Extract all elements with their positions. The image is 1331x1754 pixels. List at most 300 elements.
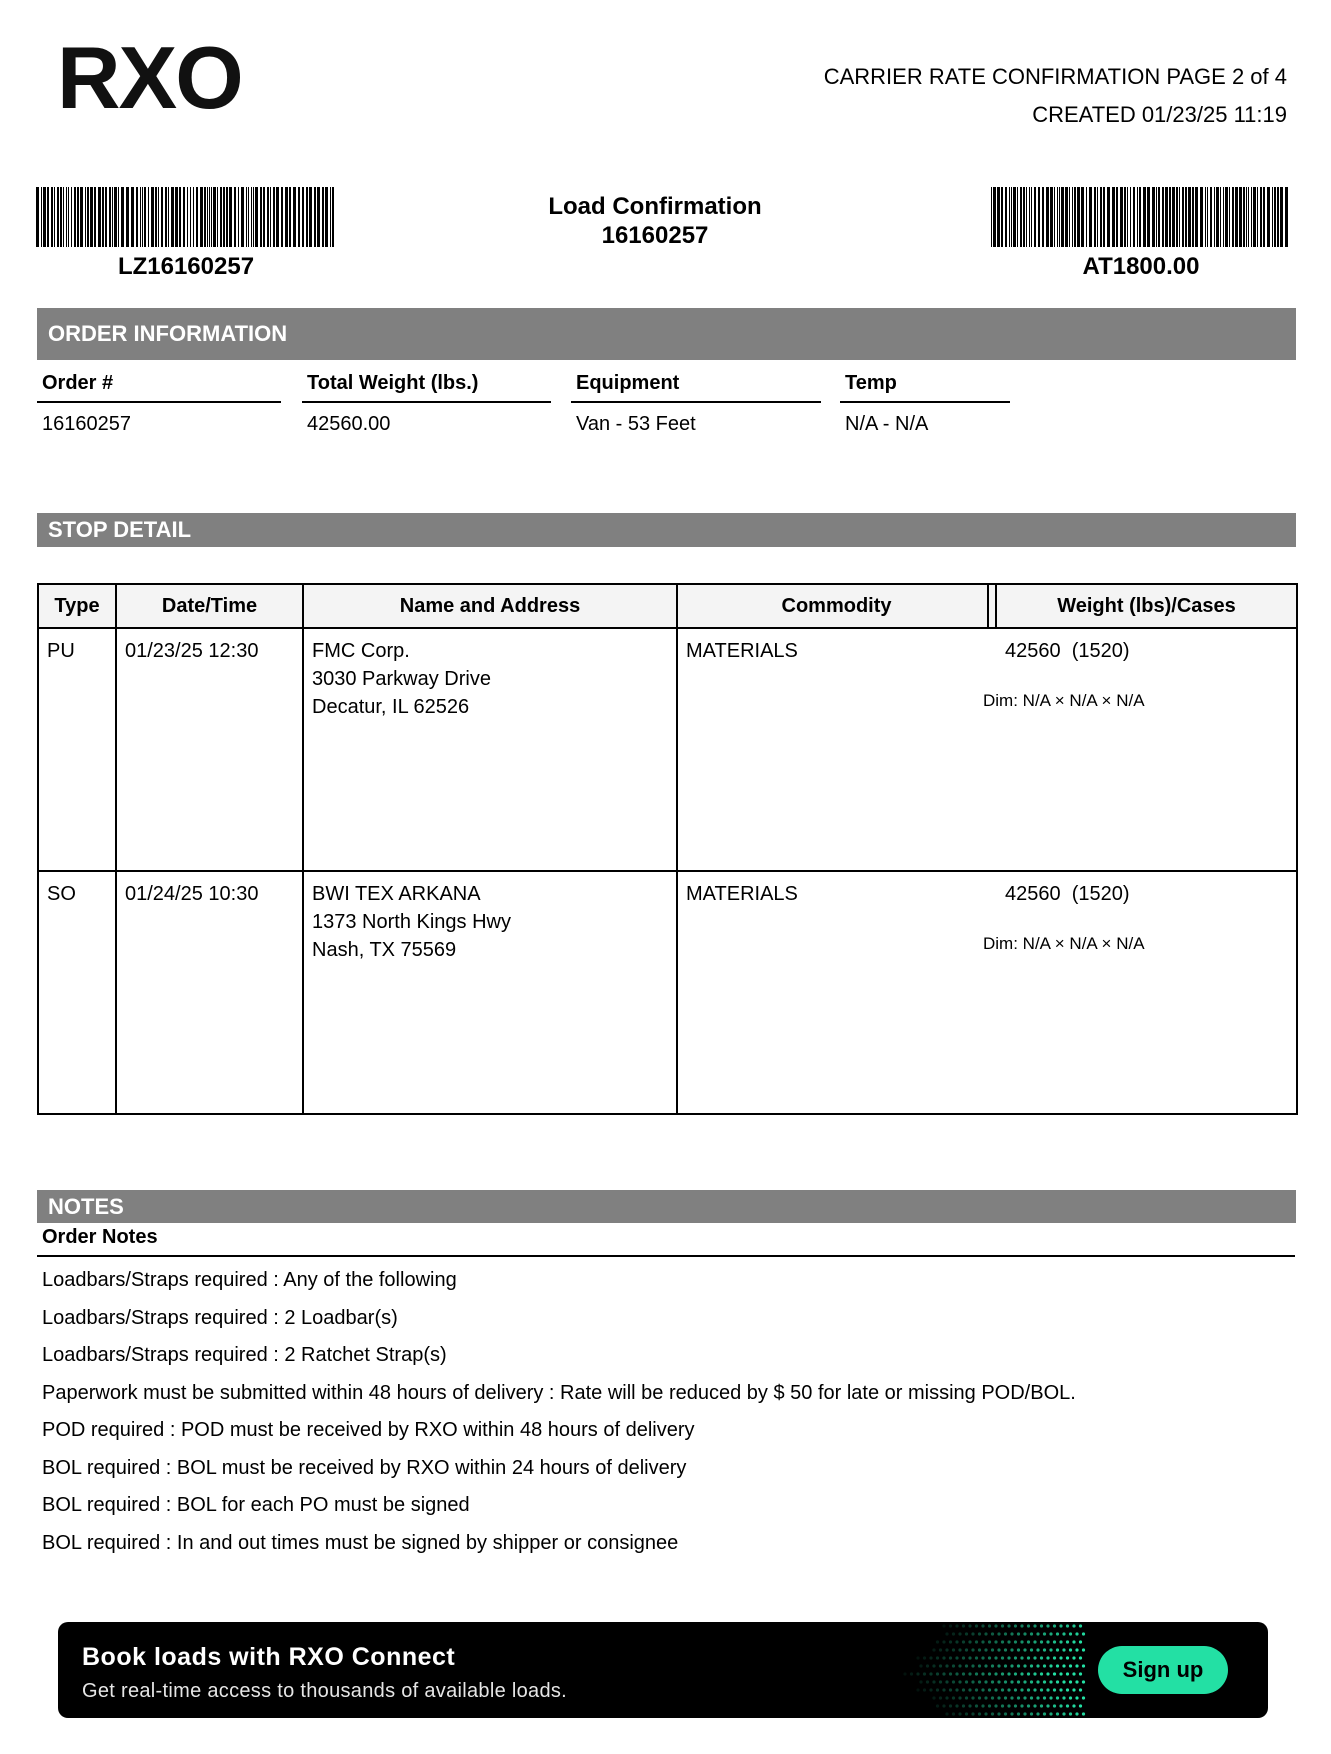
pattern-dot [1075, 1648, 1078, 1651]
pattern-dot [942, 1640, 945, 1643]
pattern-dot [936, 1640, 939, 1643]
list-item: Loadbars/Straps required : Any of the following [42, 1269, 457, 1291]
pattern-dot [1053, 1640, 1056, 1643]
pattern-dot [971, 1712, 974, 1715]
pattern-dot [971, 1632, 974, 1635]
pattern-dot [945, 1632, 948, 1635]
barcode-bar [1257, 187, 1258, 247]
pattern-dot [984, 1712, 987, 1715]
pattern-dot [1072, 1624, 1075, 1627]
section-stop-detail: STOP DETAIL [37, 513, 1296, 547]
pattern-dot [1007, 1688, 1010, 1691]
barcode-bar [1225, 187, 1228, 247]
barcode-bar [1143, 187, 1146, 247]
pattern-dot [975, 1624, 978, 1627]
pattern-dot [1062, 1632, 1065, 1635]
pattern-dot [1027, 1656, 1030, 1659]
pattern-dot [997, 1664, 1000, 1667]
pattern-dot [965, 1680, 968, 1683]
pattern-dot [955, 1624, 958, 1627]
barcode-bar [71, 187, 72, 247]
sign-up-button[interactable]: Sign up [1098, 1646, 1228, 1694]
barcode-bar [165, 187, 167, 247]
pattern-dot [1069, 1632, 1072, 1635]
pattern-dot [932, 1648, 935, 1651]
pattern-dot [1020, 1656, 1023, 1659]
pattern-dot [1033, 1656, 1036, 1659]
pattern-dot [1020, 1688, 1023, 1691]
pattern-dot [1056, 1648, 1059, 1651]
pattern-dot [1036, 1680, 1039, 1683]
barcode-bar [1169, 187, 1171, 247]
pattern-dot [942, 1688, 945, 1691]
pattern-dot [1023, 1696, 1026, 1699]
pattern-dot [1056, 1680, 1059, 1683]
pattern-dot [1069, 1712, 1072, 1715]
barcode-bar [993, 187, 996, 247]
pattern-dot [968, 1672, 971, 1675]
list-item: BOL required : In and out times must be signed by shipper or consignee [42, 1531, 679, 1554]
pattern-dot [965, 1632, 968, 1635]
pattern-dot [1030, 1664, 1033, 1667]
pattern-dot [1020, 1624, 1023, 1627]
stop-datetime: 01/23/25 12:30 [116, 628, 303, 871]
pattern-dot [1079, 1672, 1082, 1675]
pattern-dot [916, 1656, 919, 1659]
barcode-bar [234, 187, 236, 247]
pattern-dot [971, 1648, 974, 1651]
barcode-bar [1210, 187, 1212, 247]
order-info-header: Order # [37, 369, 281, 403]
pattern-dot [1010, 1712, 1013, 1715]
pattern-dot [994, 1624, 997, 1627]
barcode-bar [1152, 187, 1155, 247]
pattern-dot [1066, 1672, 1069, 1675]
pattern-dot [1082, 1648, 1085, 1651]
pattern-dot [991, 1696, 994, 1699]
list-item: Loadbars/Straps required : 2 Loadbar(s) [42, 1306, 398, 1329]
barcode-bar [1097, 187, 1098, 247]
pattern-dot [1010, 1696, 1013, 1699]
barcode-bar [57, 187, 59, 247]
pattern-dot [994, 1656, 997, 1659]
barcode-bar [171, 187, 174, 247]
barcode-bar [1081, 187, 1084, 247]
pattern-dot [988, 1672, 991, 1675]
order-info-value: Van - 53 Feet [576, 413, 696, 435]
barcode-bar [1020, 187, 1022, 247]
barcode-bar [1280, 187, 1283, 247]
pattern-dot [952, 1696, 955, 1699]
stop-commodity-weight [677, 871, 1297, 1114]
stop-name-address [303, 628, 677, 871]
pattern-dot [975, 1672, 978, 1675]
barcode-bar [273, 187, 275, 247]
pattern-dot [1082, 1712, 1085, 1715]
barcode-bar [322, 187, 324, 247]
barcode-bar [1248, 187, 1249, 247]
barcode-bar [136, 187, 138, 247]
pattern-dot [991, 1712, 994, 1715]
page-title: CARRIER RATE CONFIRMATION PAGE 2 of 4 [823, 64, 1287, 89]
load-number: 16160257 [601, 222, 709, 249]
barcode-bar [1100, 187, 1102, 247]
pattern-dot [994, 1704, 997, 1707]
pattern-dot [923, 1688, 926, 1691]
stop-dimensions: Dim: N/A × N/A × N/A [983, 691, 1145, 710]
pattern-dot [981, 1640, 984, 1643]
list-item: BOL required : BOL must be received by RXO within 24 hours of delivery [42, 1456, 687, 1479]
order-info-value: N/A - N/A [845, 413, 929, 435]
barcode-bar [1162, 187, 1164, 247]
order-info-header: Equipment [571, 369, 821, 403]
barcode-bar [200, 187, 203, 247]
barcode-bar [1267, 187, 1270, 247]
pattern-dot [978, 1664, 981, 1667]
barcode-bar [1251, 187, 1252, 247]
pattern-dot [1049, 1712, 1052, 1715]
pattern-dot [1010, 1680, 1013, 1683]
pattern-dot [994, 1640, 997, 1643]
barcode-bar [187, 187, 188, 247]
pattern-dot [1062, 1696, 1065, 1699]
pattern-dot [1043, 1680, 1046, 1683]
pattern-dot [926, 1680, 929, 1683]
pattern-dot [1010, 1632, 1013, 1635]
pattern-dot [1056, 1712, 1059, 1715]
barcode-bar [238, 187, 239, 247]
barcode-bar [1089, 187, 1092, 247]
pattern-dot [1020, 1704, 1023, 1707]
pattern-dot [962, 1672, 965, 1675]
barcode-bar [1074, 187, 1076, 247]
pattern-dot [1059, 1704, 1062, 1707]
pattern-dot [1023, 1648, 1026, 1651]
pattern-dot [945, 1712, 948, 1715]
pattern-dot [1072, 1704, 1075, 1707]
stop-commodity-weight [677, 628, 1297, 871]
barcode-bar [325, 187, 328, 247]
stop-weight: 42560 (1520) [1005, 883, 1130, 905]
barcode-bar [1031, 187, 1032, 247]
barcode-bar [118, 187, 119, 247]
barcode-bar [1137, 187, 1138, 247]
pattern-dot [916, 1672, 919, 1675]
pattern-dot [945, 1696, 948, 1699]
pattern-dot [1014, 1656, 1017, 1659]
pattern-dot [1004, 1712, 1007, 1715]
stop-commodity: MATERIALS [686, 640, 798, 662]
pattern-dot [945, 1664, 948, 1667]
pattern-dot [1010, 1648, 1013, 1651]
pattern-dot [958, 1632, 961, 1635]
pattern-dot [936, 1704, 939, 1707]
pattern-dot [1017, 1712, 1020, 1715]
barcode-bar [1272, 187, 1273, 247]
barcode-bar [1013, 187, 1016, 247]
pattern-dot [1017, 1664, 1020, 1667]
pattern-dot [955, 1640, 958, 1643]
barcode-bar [1023, 187, 1025, 247]
pattern-dot [1082, 1664, 1085, 1667]
barcode-bar [1077, 187, 1080, 247]
pattern-dot [1017, 1680, 1020, 1683]
pattern-dot [981, 1704, 984, 1707]
barcode-bar [1094, 187, 1096, 247]
rxo-logo [57, 42, 257, 114]
barcode-bar [263, 187, 265, 247]
barcode-bar [226, 187, 228, 247]
barcode-bar [1176, 187, 1178, 247]
barcode-bar [1061, 187, 1064, 247]
barcode-bar [1158, 187, 1160, 247]
pattern-dot [1059, 1672, 1062, 1675]
barcode-bar [251, 187, 252, 247]
barcode-bar [144, 187, 146, 247]
pattern-dot [1030, 1632, 1033, 1635]
pattern-dot [952, 1632, 955, 1635]
pattern-dot [1075, 1712, 1078, 1715]
barcode-bar [1050, 187, 1053, 247]
barcode-load [36, 187, 336, 247]
pattern-dot [1072, 1640, 1075, 1643]
pattern-dot [1062, 1680, 1065, 1683]
pattern-dot [1010, 1664, 1013, 1667]
pattern-dot [978, 1696, 981, 1699]
pattern-dot [926, 1664, 929, 1667]
barcode-bar [1130, 187, 1131, 247]
pattern-dot [1001, 1656, 1004, 1659]
pattern-dot [1033, 1688, 1036, 1691]
barcode-bar [142, 187, 143, 247]
barcode-bar [1253, 187, 1256, 247]
barcode-bar [1239, 187, 1242, 247]
pattern-dot [988, 1656, 991, 1659]
pattern-dot [1062, 1648, 1065, 1651]
pattern-dot [1036, 1712, 1039, 1715]
barcode-bar [314, 187, 316, 247]
barcode-bar [1065, 187, 1068, 247]
pattern-dot [1023, 1712, 1026, 1715]
stop-commodity: MATERIALS [686, 883, 798, 905]
barcode-bar [1112, 187, 1115, 247]
barcode-amount [991, 187, 1291, 247]
pattern-dot [1066, 1704, 1069, 1707]
pattern-dot [988, 1704, 991, 1707]
barcode-bar [267, 187, 269, 247]
rxo-connect-banner[interactable] [58, 1622, 1268, 1718]
barcode-bar [87, 187, 89, 247]
pattern-dot [978, 1648, 981, 1651]
pattern-dot [971, 1680, 974, 1683]
pattern-dot [952, 1712, 955, 1715]
pattern-dot [919, 1680, 922, 1683]
pattern-dot [1049, 1664, 1052, 1667]
barcode-bar [1116, 187, 1118, 247]
order-info-header: Temp [840, 369, 1010, 403]
pattern-dot [1046, 1688, 1049, 1691]
barcode-bar [289, 187, 291, 247]
pattern-dot [962, 1624, 965, 1627]
pattern-dot [971, 1696, 974, 1699]
section-notes: NOTES [37, 1190, 1296, 1223]
barcode-bar [74, 187, 76, 247]
load-confirmation-title [450, 192, 860, 250]
pattern-dot [981, 1672, 984, 1675]
pattern-dot [997, 1632, 1000, 1635]
barcode-bar [1103, 187, 1105, 247]
barcode-bar [1263, 187, 1265, 247]
pattern-dot [1007, 1672, 1010, 1675]
pattern-dot [949, 1640, 952, 1643]
pattern-dot [1072, 1672, 1075, 1675]
pattern-dot [962, 1688, 965, 1691]
pattern-dot [975, 1640, 978, 1643]
column-header-name-address: Name and Address [303, 584, 677, 628]
pattern-dot [978, 1712, 981, 1715]
barcode-bar [66, 187, 67, 247]
pattern-dot [1053, 1704, 1056, 1707]
barcode-bar [997, 187, 1000, 247]
pattern-dot [968, 1656, 971, 1659]
pattern-dot [1053, 1656, 1056, 1659]
stop-name: FMC Corp. [312, 640, 410, 662]
pattern-dot [997, 1696, 1000, 1699]
pattern-dot [952, 1648, 955, 1651]
barcode-bar [1046, 187, 1049, 247]
pattern-dot [1020, 1640, 1023, 1643]
barcode-bar [1107, 187, 1110, 247]
pattern-dot [945, 1680, 948, 1683]
pattern-dot [1043, 1664, 1046, 1667]
barcode-bar [102, 187, 104, 247]
pattern-dot [1027, 1624, 1030, 1627]
barcode-bar [1011, 187, 1012, 247]
barcode-bar [1139, 187, 1141, 247]
barcode-bar [255, 187, 258, 247]
pattern-dot [1079, 1640, 1082, 1643]
barcode-bar [1260, 187, 1262, 247]
barcode-bar [193, 187, 194, 247]
barcode-bar [1277, 187, 1279, 247]
pattern-dot [1082, 1632, 1085, 1635]
pattern-dot [1059, 1656, 1062, 1659]
pattern-dot [962, 1640, 965, 1643]
barcode-bar [306, 187, 308, 247]
barcode-bar [1026, 187, 1027, 247]
barcode-bar [1232, 187, 1234, 247]
pattern-dot [1027, 1688, 1030, 1691]
pattern-dot [1030, 1648, 1033, 1651]
pattern-dot [955, 1704, 958, 1707]
pattern-dot [1014, 1640, 1017, 1643]
barcode-bar [1029, 187, 1030, 247]
barcode-bar [332, 187, 334, 247]
pattern-dot [1001, 1624, 1004, 1627]
barcode-bar [98, 187, 101, 247]
barcode-bar [126, 187, 129, 247]
load-confirmation-heading: Load Confirmation [548, 193, 762, 220]
pattern-dot [1036, 1632, 1039, 1635]
pattern-dot [965, 1712, 968, 1715]
order-notes-list [42, 1262, 1076, 1562]
pattern-dot [952, 1664, 955, 1667]
pattern-dot [978, 1680, 981, 1683]
barcode-amount-label: AT1800.00 [1082, 253, 1200, 280]
pattern-dot [1033, 1672, 1036, 1675]
pattern-dot [981, 1624, 984, 1627]
pattern-dot [923, 1672, 926, 1675]
pattern-dot [1079, 1656, 1082, 1659]
list-item: BOL required : BOL for each PO must be signed [42, 1494, 470, 1516]
pattern-dot [1069, 1664, 1072, 1667]
barcode-bar [1246, 187, 1247, 247]
pattern-dot [949, 1624, 952, 1627]
pattern-dot [1046, 1656, 1049, 1659]
barcode-bar [1042, 187, 1044, 247]
pattern-dot [1082, 1696, 1085, 1699]
barcode-bar [1195, 187, 1198, 247]
barcode-bar [155, 187, 157, 247]
barcode-bar [302, 187, 304, 247]
stop-name: BWI TEX ARKANA [312, 883, 481, 905]
pattern-dot [1040, 1688, 1043, 1691]
barcode-bar [1220, 187, 1221, 247]
pattern-dot [1043, 1632, 1046, 1635]
pattern-dot [1030, 1712, 1033, 1715]
pattern-dot [1007, 1656, 1010, 1659]
barcode-bar [204, 187, 206, 247]
stop-type: SO [38, 871, 116, 1114]
pattern-dot [1004, 1680, 1007, 1683]
pattern-dot [955, 1656, 958, 1659]
barcode-bar [991, 187, 992, 247]
pattern-dot [939, 1648, 942, 1651]
order-info-order-number [37, 369, 281, 436]
barcode-bar [1017, 187, 1018, 247]
barcode-bar [80, 187, 83, 247]
barcode-bar [285, 187, 288, 247]
pattern-dot [997, 1680, 1000, 1683]
pattern-dot [955, 1688, 958, 1691]
pattern-dot [1001, 1688, 1004, 1691]
barcode-bar [1214, 187, 1215, 247]
barcode-bar [1235, 187, 1238, 247]
pattern-dot [1053, 1688, 1056, 1691]
pattern-dot [1040, 1704, 1043, 1707]
barcode-bar [77, 187, 79, 247]
barcode-bar [1188, 187, 1191, 247]
column-header-commodity: Commodity [677, 584, 996, 628]
barcode-bar [54, 187, 55, 247]
pattern-dot [965, 1648, 968, 1651]
table-row [38, 628, 1297, 871]
pattern-dot [981, 1688, 984, 1691]
created-timestamp: CREATED 01/23/25 11:19 [1032, 102, 1287, 127]
pattern-dot [975, 1704, 978, 1707]
pattern-dot [1001, 1640, 1004, 1643]
pattern-dot [1001, 1672, 1004, 1675]
barcode-bar [1034, 187, 1036, 247]
pattern-dot [958, 1680, 961, 1683]
pattern-dot [1056, 1664, 1059, 1667]
column-header-datetime: Date/Time [116, 584, 303, 628]
barcode-bar [1072, 187, 1073, 247]
pattern-dot [978, 1632, 981, 1635]
barcode-bar [260, 187, 262, 247]
barcode-bar [183, 187, 185, 247]
pattern-dot [939, 1680, 942, 1683]
